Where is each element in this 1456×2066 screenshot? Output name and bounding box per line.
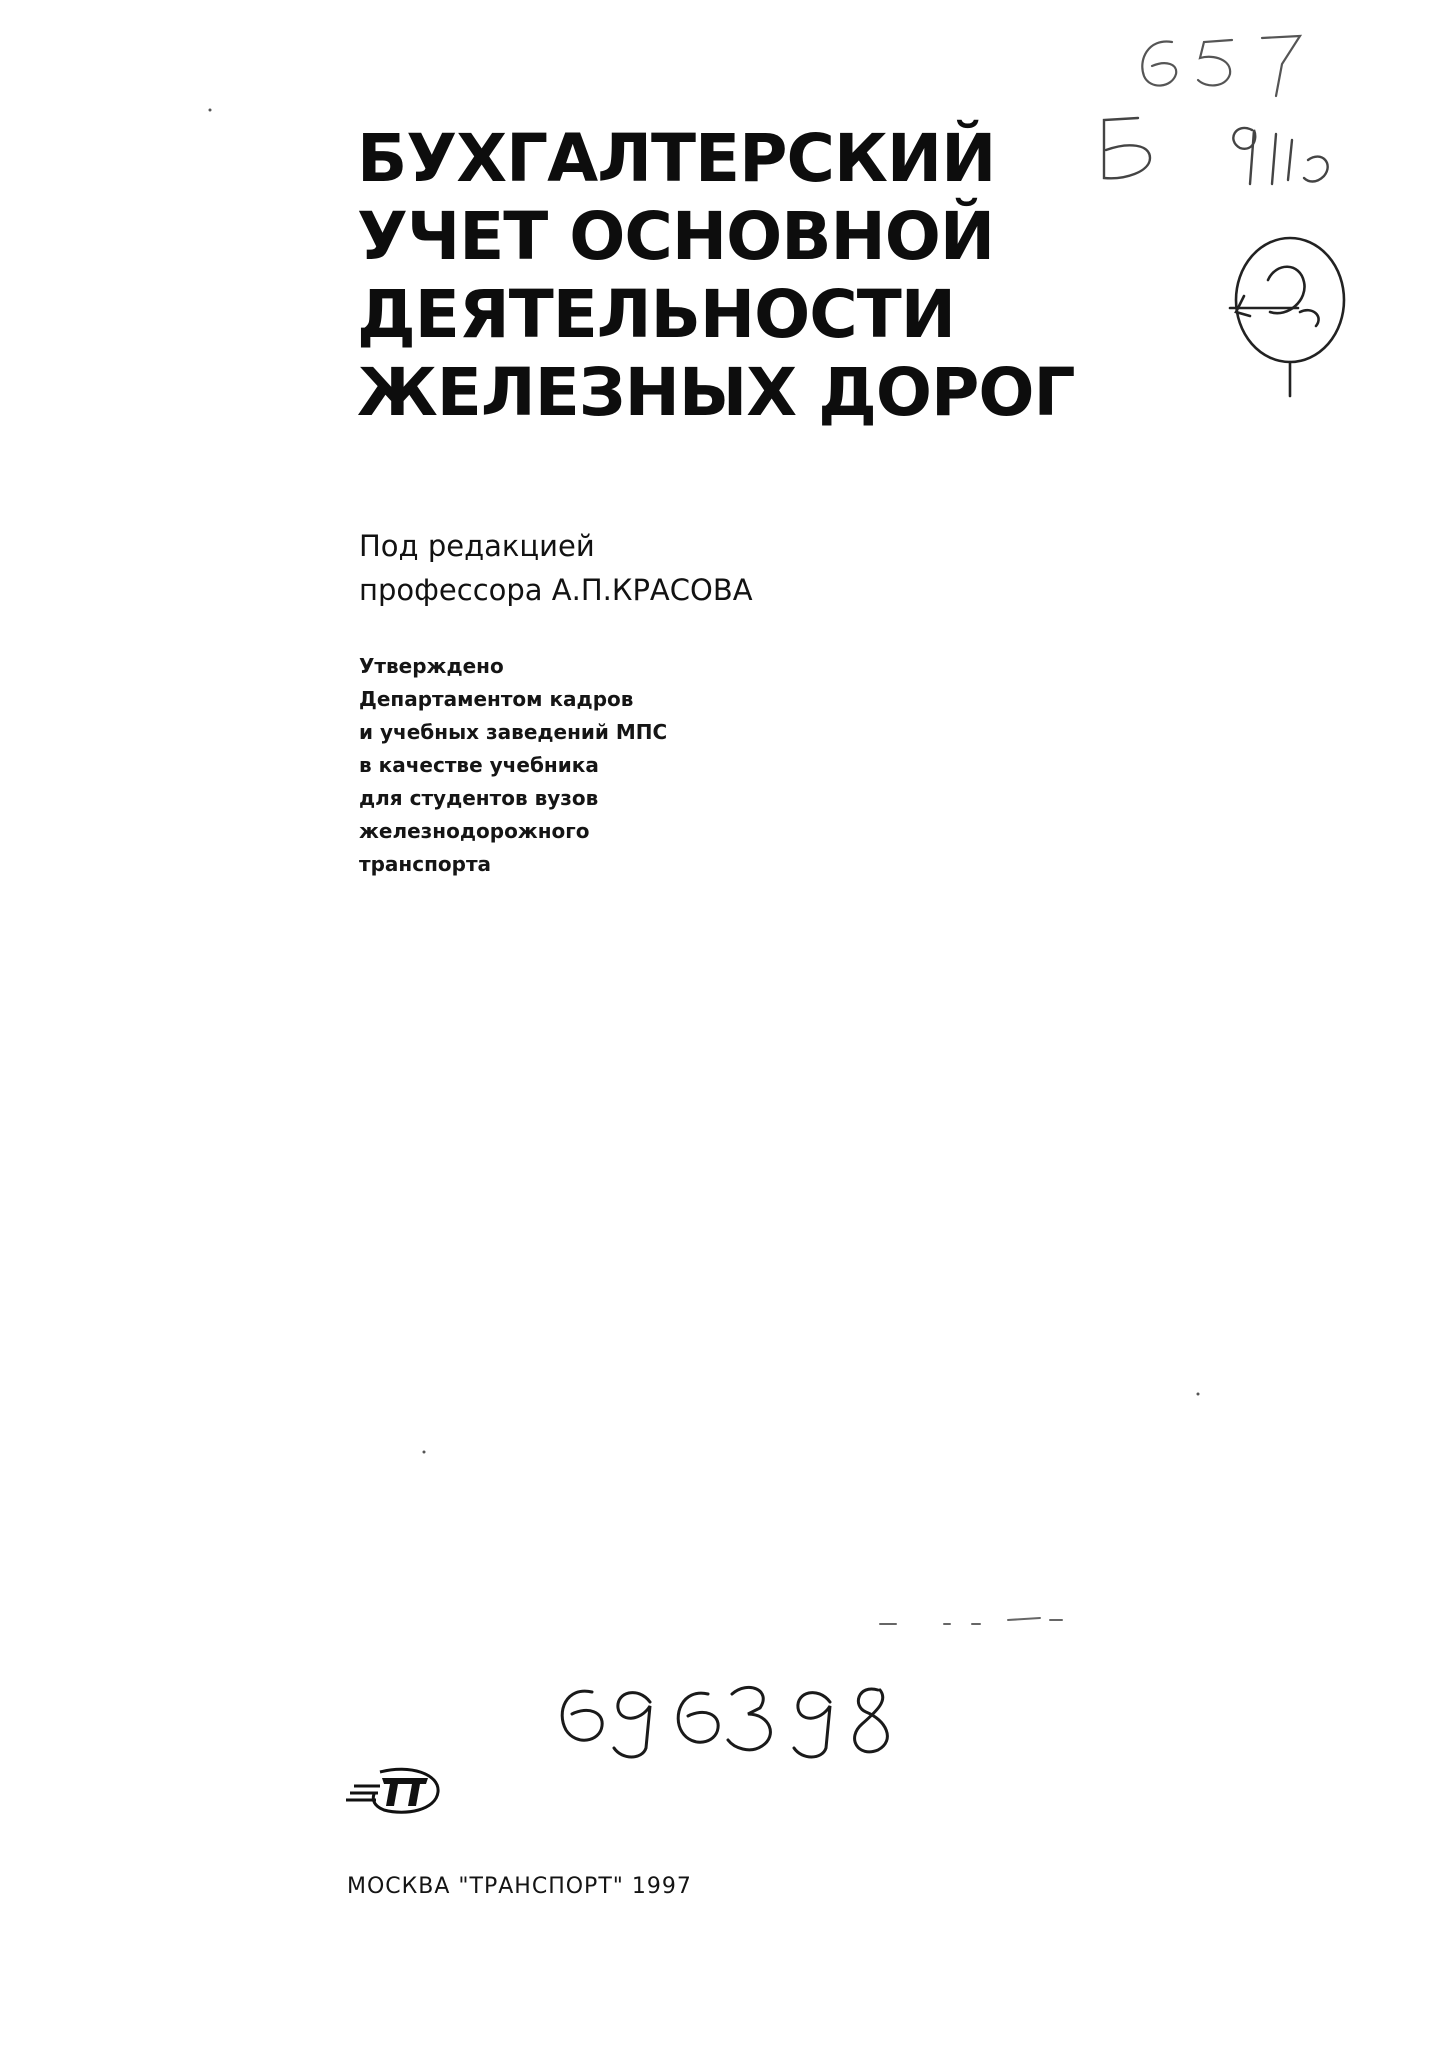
approval-line-3: и учебных заведений МПС: [359, 720, 668, 744]
approval-line-5: для студентов вузов: [359, 786, 599, 810]
book-title: [357, 120, 1075, 432]
scan-artifacts: [880, 1618, 1062, 1624]
approval-line-7: транспорта: [359, 852, 492, 876]
handwritten-inventory-number: [562, 1687, 887, 1757]
book-title-line-2: УЧЕТ ОСНОВНОЙ: [357, 198, 995, 275]
publisher-imprint: МОСКВА "ТРАНСПОРТ" 1997: [347, 1874, 692, 1899]
approval-notice: [359, 650, 667, 881]
editor-credit: [359, 524, 753, 612]
approval-line-2: Департаментом кадров: [359, 687, 634, 711]
editor-credit-line-2: профессора А.П.КРАСОВА: [359, 573, 753, 607]
book-title-line-4: ЖЕЛЕЗНЫХ ДОРОГ: [357, 354, 1075, 431]
transport-publisher-logo-icon: [340, 1760, 448, 1820]
approval-line-1: Утверждено: [359, 654, 504, 678]
book-title-line-3: ДЕЯТЕЛЬНОСТИ: [357, 276, 955, 353]
approval-line-6: железнодорожного: [359, 819, 590, 843]
book-title-line-1: БУХГАЛТЕРСКИЙ: [357, 120, 996, 197]
handwritten-circle-mark: [1230, 238, 1344, 396]
handwritten-catalog-code: [1104, 118, 1328, 184]
approval-line-4: в качестве учебника: [359, 753, 599, 777]
handwritten-top-number: [1142, 36, 1300, 96]
editor-credit-line-1: Под редакцией: [359, 529, 595, 563]
